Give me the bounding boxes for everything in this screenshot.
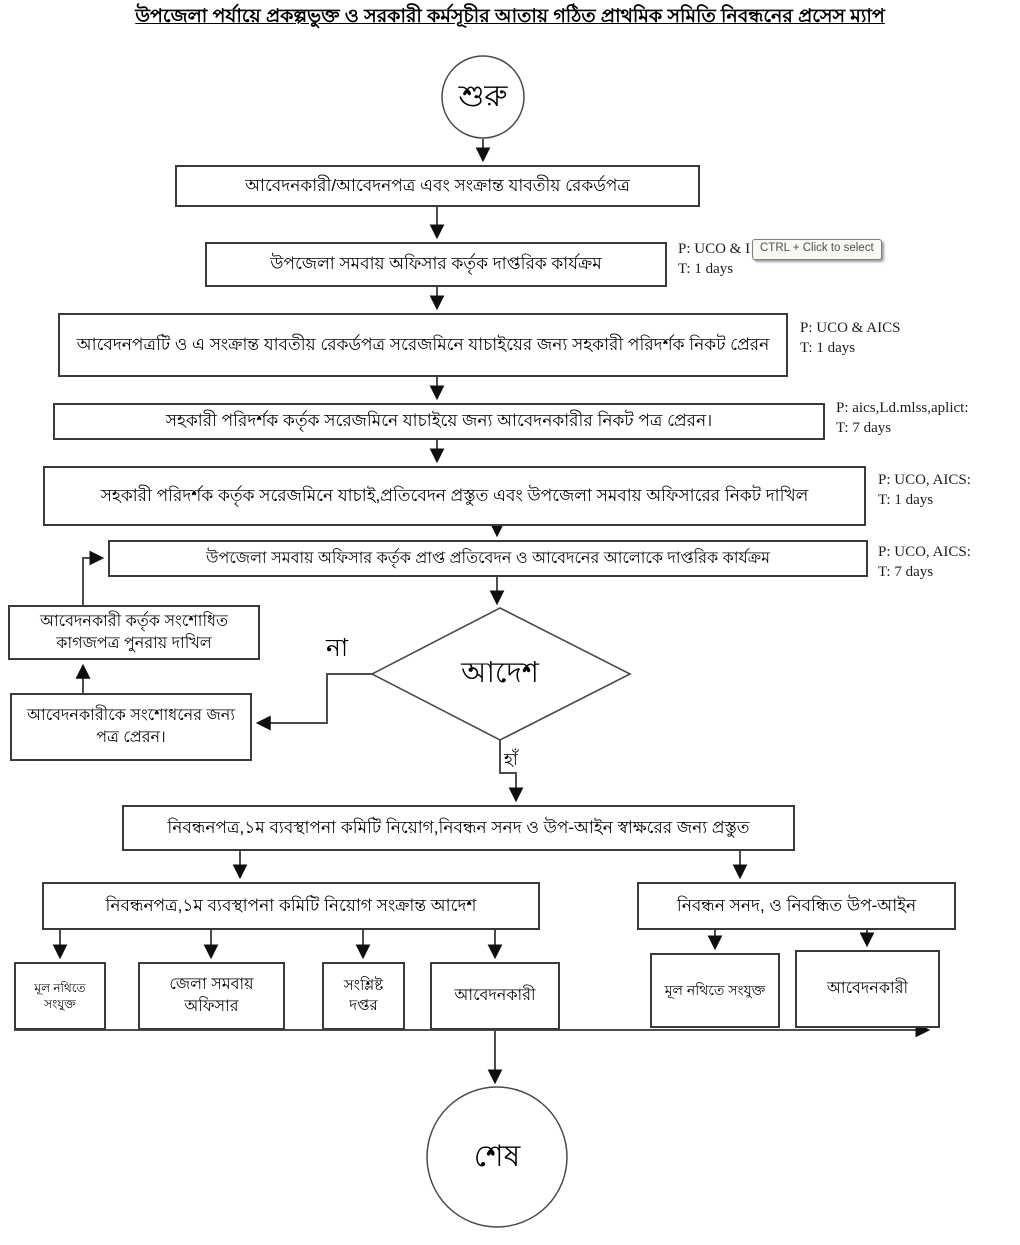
annotation-step4-time: T: 7 days xyxy=(836,420,892,437)
edge-resubmit-box6 xyxy=(83,558,102,605)
decision-yes-label: হাঁ xyxy=(504,750,518,769)
process-box-send-to-inspector: আবেদনপত্রটি ও এ সংক্রান্ত যাবতীয় রেকর্ডপত্র সরেজমিনে যাচাইয়ের জন্য সহকারী পরিদর্শক নিকট প্রেরন xyxy=(58,313,788,377)
annotation-step6-time: T: 7 days xyxy=(878,564,934,581)
sink-box-main-file-left: মূল নথিতে সংযুক্ত xyxy=(14,962,106,1030)
process-box-resubmit-corrected-papers: আবেদনকারী কর্তৃক সংশোধিত কাগজপত্র পুনরায় দাখিল xyxy=(8,605,260,660)
process-box-committee-appointment-order: নিবন্ধনপত্র,১ম ব্যবস্থাপনা কমিটি নিয়োগ সংক্রান্ত আদেশ xyxy=(42,882,540,930)
process-box-uco-review-action: উপজেলা সমবায় অফিসার কর্তৃক প্রাপ্ত প্রতিবেদন ও আবেদনের আলোকে দাপ্তরিক কার্যক্রম xyxy=(108,540,868,577)
process-box-field-verification-report: সহকারী পরিদর্শক কর্তৃক সরেজমিনে যাচাই,প্রতিবেদন প্রস্তুত এবং উপজেলা সমবায় অফিসারের নিকট দাখিল xyxy=(43,466,866,526)
annotation-step3-person: P: UCO & AICS xyxy=(800,320,901,336)
edge-decision-no xyxy=(258,674,372,723)
decision-label: আদেশ xyxy=(461,656,539,689)
annotation-step3-time: T: 1 days xyxy=(800,340,856,357)
annotation-step2-time: T: 1 days xyxy=(678,261,734,278)
process-box-application-records: আবেদনকারী/আবেদনপত্র এবং সংক্রান্ত যাবতীয় রেকর্ডপত্র xyxy=(175,165,700,207)
annotation-step2-person: P: UCO & I xyxy=(678,241,751,257)
sink-box-concerned-office: সংশ্লিষ্ট দপ্তর xyxy=(322,962,405,1030)
sink-box-district-cooperative-officer: জেলা সমবায় অফিসার xyxy=(138,962,285,1030)
process-box-correction-letter: আবেদনকারীকে সংশোধনের জন্য পত্র প্রেরন। xyxy=(10,693,252,761)
annotation-step2 xyxy=(678,239,750,280)
sink-box-applicant-right: আবেদনকারী xyxy=(795,950,940,1028)
annotation-step4-person: P: aics,Ld.mlss,aplict: xyxy=(836,400,969,416)
process-box-uco-official-action: উপজেলা সমবায় অফিসার কর্তৃক দাপ্তরিক কার্যক্রম xyxy=(205,242,667,287)
annotation-step3 xyxy=(800,318,900,359)
sink-box-applicant-left: আবেদনকারী xyxy=(430,962,560,1030)
annotation-step5 xyxy=(878,470,971,511)
start-terminator-label: শুরু xyxy=(458,79,508,113)
process-box-certificate-bylaws: নিবন্ধন সনদ, ও নিবন্ধিত উপ-আইন xyxy=(637,882,956,930)
process-box-letter-to-applicant: সহকারী পরিদর্শক কর্তৃক সরেজমিনে যাচাইয়ে জন্য আবেদনকারীর নিকট পত্র প্রেরন। xyxy=(53,403,825,440)
annotation-step5-person: P: UCO, AICS: xyxy=(878,472,971,488)
annotation-step6 xyxy=(878,542,971,583)
ctrl-click-tooltip: CTRL + Click to select xyxy=(752,239,882,260)
annotation-step6-person: P: UCO, AICS: xyxy=(878,544,971,560)
page-title: উপজেলা পর্যায়ে প্রকল্পভুক্ত ও সরকারী কর্মসূচীর আতায় গঠিত প্রাথমিক সমিতি নিবন্ধনের প্রসেস ম্যাপ xyxy=(135,6,885,27)
decision-no-label: না xyxy=(326,634,349,662)
process-box-prepare-for-signature: নিবন্ধনপত্র,১ম ব্যবস্থাপনা কমিটি নিয়োগ,নিবন্ধন সনদ ও উপ-আইন স্বাক্ষরের জন্য প্রস্তুত xyxy=(122,805,795,851)
annotation-step5-time: T: 1 days xyxy=(878,492,934,509)
end-terminator-label: শেষ xyxy=(473,1139,521,1173)
sink-box-main-file-right: মূল নথিতে সংযুক্ত xyxy=(650,953,780,1028)
annotation-step4 xyxy=(836,398,969,439)
